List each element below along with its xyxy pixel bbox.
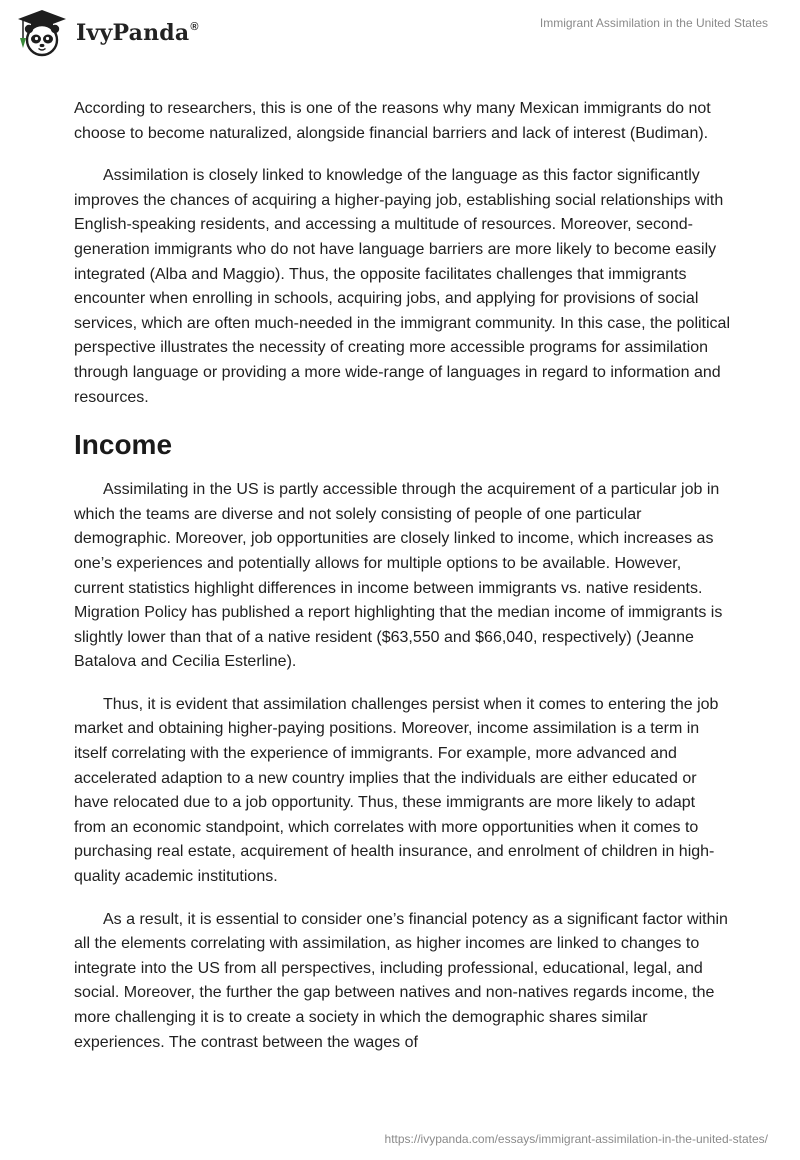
essay-content	[74, 97, 730, 1073]
paragraph-2: Assimilation is closely linked to knowledge of the language as this factor significantly improves the chances of acquiring a higher-paying job, establishing social relationships with English-speaking residents, and accessing a multitude of resources. Moreover, second-generation immigrants who do not have language barriers are more likely to become easily integrated (Alba and Maggio). Thus, the opposite facilitates challenges that immigrants encounter when enrolling in schools, acquiring jobs, and applying for provisions of social services, which are often much-needed in the immigrant community. In this case, the political perspective illustrates the necessity of creating more accessible programs for assimilation through language or providing a more wide-range of languages in regard to information and resources.	[74, 167, 730, 406]
source-url[interactable]: https://ivypanda.com/essays/immigrant-assimilation-in-the-united-states/	[384, 1132, 768, 1146]
page-header	[0, 0, 800, 70]
section-heading-income: Income	[74, 429, 173, 461]
paragraph-3: Assimilating in the US is partly accessible through the acquirement of a particular job in which the teams are diverse and not solely consisting of people of one particular demographic. Moreover, job opportunities are closely linked to income, which increases as one’s experiences and potentially allows for multiple options to be available. However, current statistics highlight differences in income between immigrants vs. native residents. Migration Policy has published a report highlighting that the median income of immigrants is slightly lower than that of a native resident ($63,550 and $66,040, respectively) (Jeanne Batalova and Cecilia Esterline).	[74, 481, 723, 671]
panda-graduate-icon	[14, 8, 70, 58]
brand-logo[interactable]	[14, 8, 199, 58]
paragraph-5: As a result, it is essential to consider one’s financial potency as a significant factor within all the elements correlating with assimilation, as higher incomes are linked to changes to integrate into the US from all perspectives, including professional, educational, legal, and social. Moreover, the further the gap between natives and non-natives regards income, the more challenging it is to create a society in which the demographic shares similar experiences. The contrast between the wages of	[74, 910, 728, 1051]
paragraph-1: According to researchers, this is one of the reasons why many Mexican immigrants do not choose to become naturalized, alongside financial barriers and lack of interest (Budiman).	[74, 100, 711, 142]
document-title: Immigrant Assimilation in the United States	[539, 16, 768, 30]
brand-name: IvyPanda®	[76, 20, 199, 46]
paragraph-4: Thus, it is evident that assimilation challenges persist when it comes to entering the job market and obtaining higher-paying positions. Moreover, income assimilation is a term in itself correlating with the experience of immigrants. For example, more advanced and accelerated adaption to a new country implies that the individuals are either educated or have relocated due to a job opportunity. Thus, these immigrants are more likely to adapt from an economic standpoint, which correlates with more opportunities when it comes to purchasing real estate, acquirement of health insurance, and enrolment of children in high-quality academic institutions.	[74, 695, 719, 886]
